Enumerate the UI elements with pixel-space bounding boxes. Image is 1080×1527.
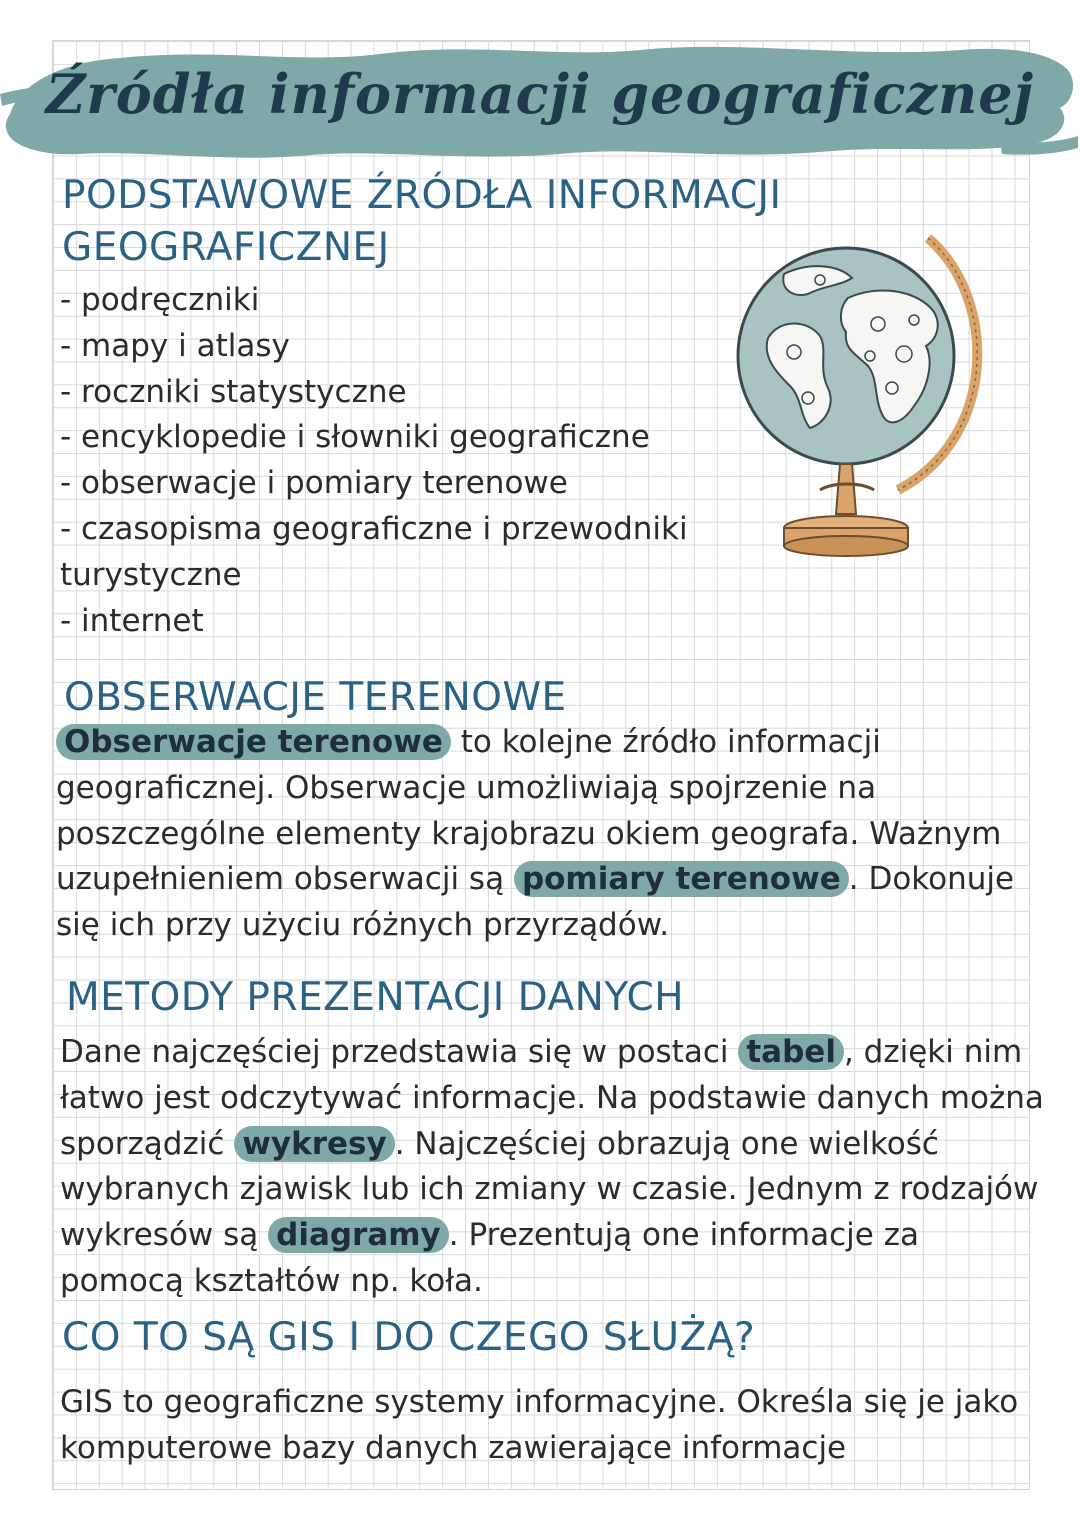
list-item: - mapy i atlasy xyxy=(60,327,290,364)
highlight-charts: wykresy xyxy=(234,1126,394,1162)
page-title: Źródła informacji geograficznej xyxy=(45,62,1035,126)
highlight-observations: Obserwacje terenowe xyxy=(56,724,451,760)
list-item: - podręczniki xyxy=(60,282,260,318)
section-heading-observations: OBSERWACJE TERENOWE xyxy=(64,675,567,720)
observations-text-2: . Dokonuje się ich przy użyciu różnych przyrządów. xyxy=(56,861,1015,944)
sources-list xyxy=(60,278,750,644)
gis-paragraph: GIS to geograficzne systemy informacyjne. Określa się je jako komputerowe bazy danych zawierające informacje xyxy=(60,1384,1019,1466)
sources-heading-line2: GEOGRAFICZNEJ xyxy=(62,225,390,270)
methods-text-2: , dzięki nim łatwo jest odczytywać informacje. Na podstawie danych można sporządzić xyxy=(60,1034,1044,1162)
highlight-tables: tabel xyxy=(738,1034,844,1070)
highlight-measurements: pomiary terenowe xyxy=(514,861,849,897)
title-banner xyxy=(0,24,1080,174)
section-heading-methods: METODY PREZENTACJI DANYCH xyxy=(66,975,685,1020)
methods-text-3: . Najczęściej obrazują one wielkość wybranych zjawisk lub ich zmiany w czasie. Jednym z rodzajów wykresów są xyxy=(60,1125,1039,1254)
methods-text-4: . Prezentują one informacje za pomocą kształtów np. koła. xyxy=(60,1217,919,1299)
methods-text-1: Dane najczęściej przedstawia się w postaci xyxy=(60,1034,739,1070)
globe-icon xyxy=(728,228,988,568)
observations-text-1: to kolejne źródło informacji geograficznej. Obserwacje umożliwiają spojrzenie na poszczególne elementy krajobrazu okiem geografa. Ważnym uzupełnieniem obserwacji są xyxy=(56,724,1002,898)
section-heading-gis: CO TO SĄ GIS I DO CZEGO SŁUŻĄ? xyxy=(62,1315,756,1360)
list-item: - czasopisma geograficzne i przewodniki turystyczne xyxy=(60,510,688,593)
list-item: - encyklopedie i słowniki geograficzne xyxy=(60,419,650,456)
sources-heading-line1: PODSTAWOWE ŹRÓDŁA INFORMACJI xyxy=(62,173,782,218)
list-item: - obserwacje i pomiary terenowe xyxy=(60,465,568,502)
observations-paragraph xyxy=(56,720,1056,949)
highlight-diagrams: diagramy xyxy=(268,1217,449,1253)
list-item: - roczniki statystyczne xyxy=(60,373,407,410)
list-item: - internet xyxy=(60,602,204,639)
methods-paragraph xyxy=(60,1030,1050,1305)
section-heading-sources xyxy=(62,170,782,274)
